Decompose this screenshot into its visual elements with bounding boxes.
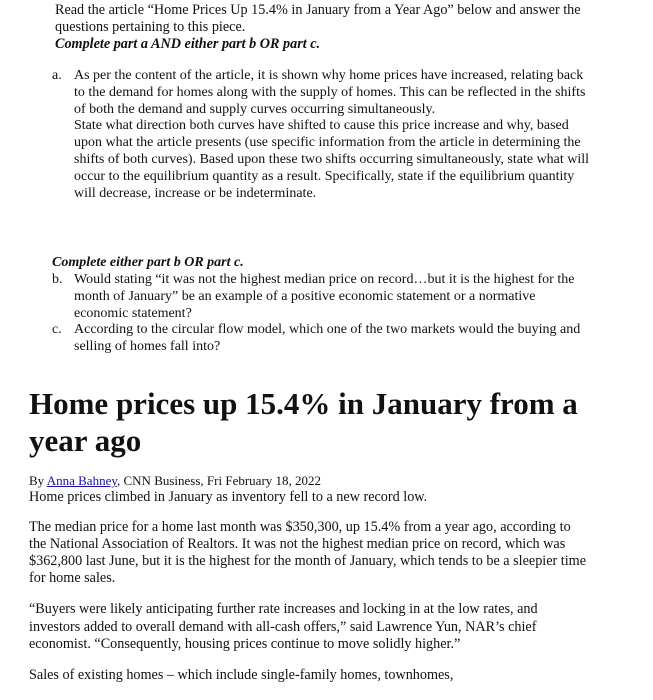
question-a-paragraph-2: State what direction both curves have shifted to cause this price increase and why, based upon what the article presents (use specific information from the article in determining the shifts of both curves). Based upon these two shifts occurring simultaneously, state what will occur to the equilibrium quantity as a result. Specifically, state if the equilibrium quantity will decrease, increase or be indeterminate. [74,118,590,201]
question-letter: a. [52,68,62,83]
question-b [52,272,592,322]
assignment-instructions [55,2,615,53]
question-c [52,322,592,356]
question-c-text: According to the circular flow model, which one of the two markets would the buying and selling of homes fall into? [74,322,581,354]
article-paragraph: Sales of existing homes – which include single-family homes, townhomes, [29,666,454,683]
choice-heading: Complete either part b OR part c. [52,255,244,270]
question-a [52,68,592,202]
article-paragraph: “Buyers were likely anticipating further rate increases and locking in at the low rates, and investors added to overall demand with all-cash offers,” said Lawrence Yun, NAR’s chief economist. “Consequently, housing prices continue to move solidly higher.” [29,601,538,652]
author-link[interactable]: Anna Bahney [46,473,117,488]
question-letter: b. [52,272,63,287]
byline [29,473,589,489]
question-letter: c. [52,322,62,337]
article-lead: Home prices climbed in January as inventory fell to a new record low. [29,489,428,505]
byline-rest: , CNN Business, Fri February 18, 2022 [117,473,322,488]
requirement-text: Complete part a AND either part b OR part c. [55,36,321,52]
article-title: Home prices up 15.4% in January from a year ago [29,386,578,458]
article-paragraph: The median price for a home last month was $350,300, up 15.4% from a year ago, according to the National Association of Realtors. It was not the highest median price on record, which was $362,800 last June, but it is the highest for the month of January, which tends to be a sleepier time for home sales. [29,518,587,587]
byline-prefix: By [29,473,47,488]
question-b-text: Would stating “it was not the highest median price on record…but it is the highest for the month of January” be an example of a positive economic statement or a normative economic statement? [74,272,575,321]
article-body [29,473,589,698]
intro-text: Read the article “Home Prices Up 15.4% in January from a Year Ago” below and answer the questions pertaining to this piece. [55,2,581,35]
question-a-paragraph-1: As per the content of the article, it is shown why home prices have increased, relating back to the demand for homes along with the supply of homes. This can be reflected in the shifts of both the demand and supply curves occurring simultaneously. [74,68,586,117]
